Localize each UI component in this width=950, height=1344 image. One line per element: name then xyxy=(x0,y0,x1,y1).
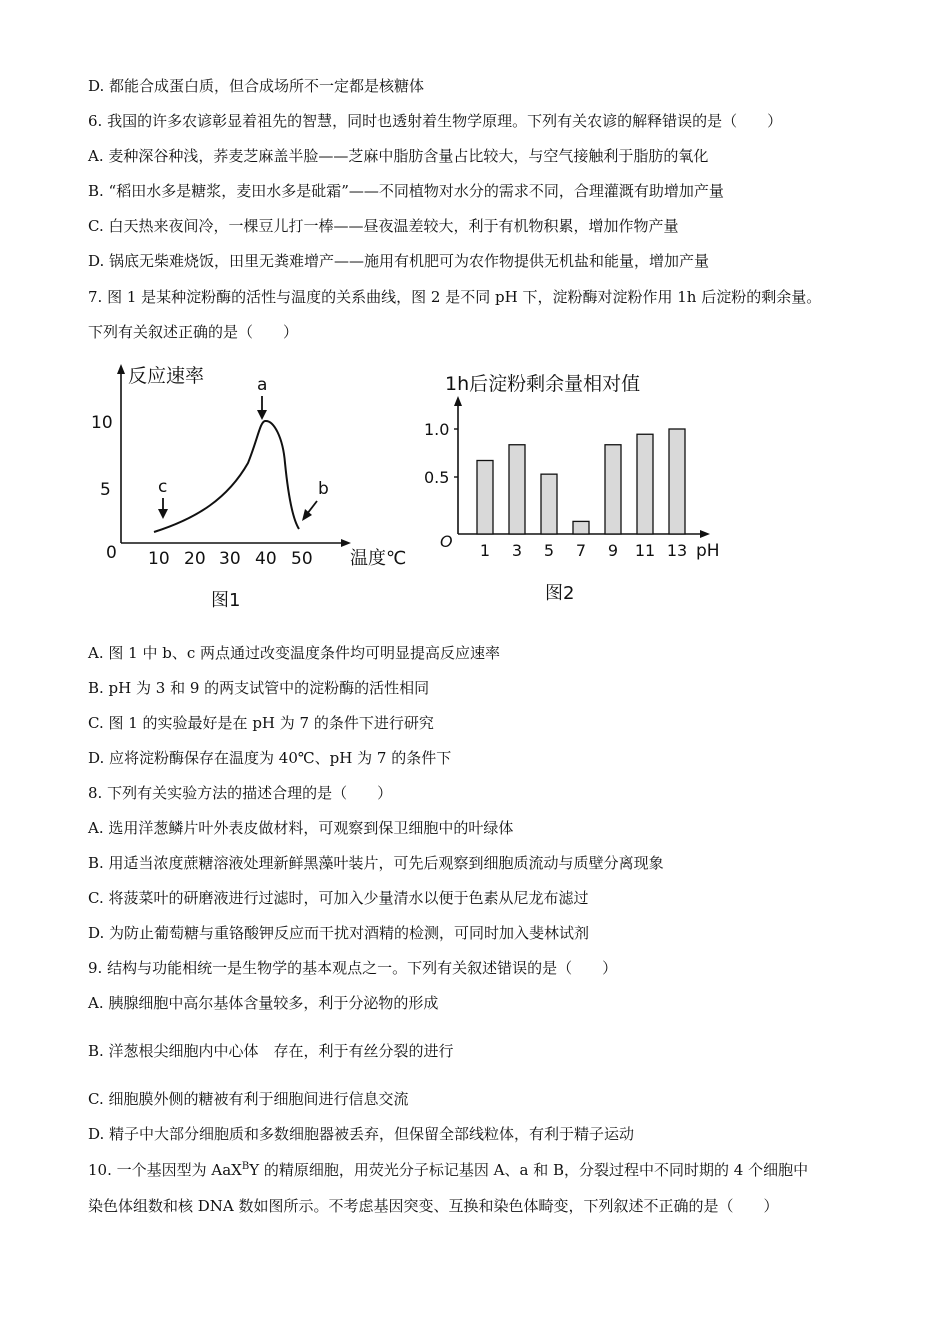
fig1-xtick-50: 50 xyxy=(291,549,313,569)
xtick-ph-3: 3 xyxy=(511,541,523,560)
bar-ph-7 xyxy=(573,521,589,534)
xtick-ph-5: 5 xyxy=(543,541,555,560)
fig1-curve xyxy=(154,421,299,532)
q6-option-a: A. 麦种深谷种浅，荞麦芝麻盖半脸——芝麻中脂肪含量占比较大，与空气接触利于脂肪的氧化 xyxy=(88,147,709,165)
chart-origin: O xyxy=(440,532,453,551)
chart-bars xyxy=(477,429,685,534)
q9-stem: 9. 结构与功能相统一是生物学的基本观点之一。下列有关叙述错误的是（ ） xyxy=(88,959,618,977)
q9-option-b: B. 洋葱根尖细胞内中心体 存在，利于有丝分裂的进行 xyxy=(88,1042,454,1060)
q6-stem: 6. 我国的许多农谚彰显着祖先的智慧，同时也透射着生物学原理。下列有关农谚的解释错误的是（ ） xyxy=(88,112,783,130)
q7-stem: 7. 图 1 是某种淀粉酶的活性与温度的关系曲线，图 2 是不同 pH 下，淀粉酶对淀粉作用 1h 后淀粉的剩余量。 xyxy=(88,288,822,306)
q7-option-d: D. 应将淀粉酶保存在温度为 40℃、pH 为 7 的条件下 xyxy=(88,749,452,767)
figure-2 xyxy=(410,362,740,612)
q10-stem xyxy=(88,1160,808,1180)
bar-ph-11 xyxy=(637,434,653,534)
chart-x-arrow xyxy=(700,530,710,538)
chart-y-arrow xyxy=(454,396,462,406)
q9-option-a: A. 胰腺细胞中高尔基体含量较多，利于分泌物的形成 xyxy=(88,994,439,1012)
fig2-caption: 图2 xyxy=(545,583,575,604)
fig1-ylabel: 反应速率 xyxy=(128,365,205,387)
q10-stem-pre: 10. 一个基因型为 AaX xyxy=(88,1161,242,1179)
chart-xticks xyxy=(480,541,687,560)
bar-ph-1 xyxy=(477,461,493,535)
q8-stem: 8. 下列有关实验方法的描述合理的是（ ） xyxy=(88,784,393,802)
xtick-ph-7: 7 xyxy=(575,541,587,560)
chart-ytick-1: 1.0 xyxy=(424,420,450,439)
fig1-arrowhead-a xyxy=(257,410,267,420)
bar-ph-9 xyxy=(605,445,621,534)
q7-option-b: B. pH 为 3 和 9 的两支试管中的淀粉酶的活性相同 xyxy=(88,679,430,697)
q9-option-d: D. 精子中大部分细胞质和多数细胞器被丢弃，但保留全部线粒体，有利于精子运动 xyxy=(88,1125,635,1143)
xtick-ph-9: 9 xyxy=(607,541,619,560)
chart-ytick-05: 0.5 xyxy=(424,468,450,487)
q5-option-d: D. 都能合成蛋白质，但合成场所不一定都是核糖体 xyxy=(88,77,425,95)
q9-option-c: C. 细胞膜外侧的糖被有利于细胞间进行信息交流 xyxy=(88,1090,409,1108)
xtick-ph-11: 11 xyxy=(634,541,656,560)
fig1-label-a: a xyxy=(257,375,268,395)
q6-option-b: B. “稻田水多是糖浆，麦田水多是砒霜”——不同植物对水分的需求不同，合理灌溉有助增加产量 xyxy=(88,182,724,200)
q6-option-d: D. 锅底无柴难烧饭，田里无粪难增产——施用有机肥可为农作物提供无机盐和能量，增加产量 xyxy=(88,252,710,270)
q7-stem-cont: 下列有关叙述正确的是（ ） xyxy=(88,323,299,341)
fig1-xtick-20: 20 xyxy=(184,549,206,569)
xtick-ph-1: 1 xyxy=(479,541,491,560)
q10-stem-post: Y 的精原细胞，用荧光分子标记基因 A、a 和 B，分裂过程中不同时期的 4 个细胞中 xyxy=(249,1161,809,1179)
chart-title: 1h后淀粉剩余量相对值 xyxy=(445,373,641,395)
fig1-label-b: b xyxy=(318,479,329,499)
q10-stem-cont: 染色体组数和核 DNA 数如图所示。不考虑基因突变、互换和染色体畸变，下列叙述不正确的是（ ） xyxy=(88,1197,779,1215)
fig1-xlabel: 温度℃ xyxy=(350,548,407,569)
chart-xlabel: pH xyxy=(696,541,720,561)
xtick-ph-13: 13 xyxy=(666,541,688,560)
fig1-ytick-10: 10 xyxy=(91,413,113,433)
fig1-xtick-30: 30 xyxy=(219,549,241,569)
bar-ph-5 xyxy=(541,474,557,534)
q7-option-a: A. 图 1 中 b、c 两点通过改变温度条件均可明显提高反应速率 xyxy=(88,644,500,662)
fig1-xtick-40: 40 xyxy=(255,549,277,569)
fig1-y-arrow xyxy=(117,364,125,374)
fig1-ytick-0: 0 xyxy=(106,543,117,563)
fig1-arrowhead-c xyxy=(158,509,168,519)
q8-option-a: A. 选用洋葱鳞片叶外表皮做材料，可观察到保卫细胞中的叶绿体 xyxy=(88,819,514,837)
figure-1 xyxy=(88,358,428,618)
bar-ph-13 xyxy=(669,429,685,534)
q10-stem-sup: B xyxy=(241,1161,250,1172)
q8-option-c: C. 将菠菜叶的研磨液进行过滤时，可加入少量清水以便于色素从尼龙布滤过 xyxy=(88,889,589,907)
fig1-x-arrow xyxy=(341,539,351,547)
q6-option-c: C. 白天热来夜间冷，一棵豆儿打一棒——昼夜温差较大，利于有机物积累，增加作物产量 xyxy=(88,217,679,235)
fig1-label-c: c xyxy=(158,477,168,497)
q8-option-b: B. 用适当浓度蔗糖溶液处理新鲜黑藻叶装片，可先后观察到细胞质流动与质壁分离现象 xyxy=(88,854,664,872)
q8-option-d: D. 为防止葡萄糖与重铬酸钾反应而干扰对酒精的检测，可同时加入斐林试剂 xyxy=(88,924,590,942)
fig1-xtick-10: 10 xyxy=(148,549,170,569)
fig1-ytick-5: 5 xyxy=(100,480,111,500)
q7-option-c: C. 图 1 的实验最好是在 pH 为 7 的条件下进行研究 xyxy=(88,714,434,732)
fig1-caption: 图1 xyxy=(211,590,241,611)
bar-ph-3 xyxy=(509,445,525,534)
